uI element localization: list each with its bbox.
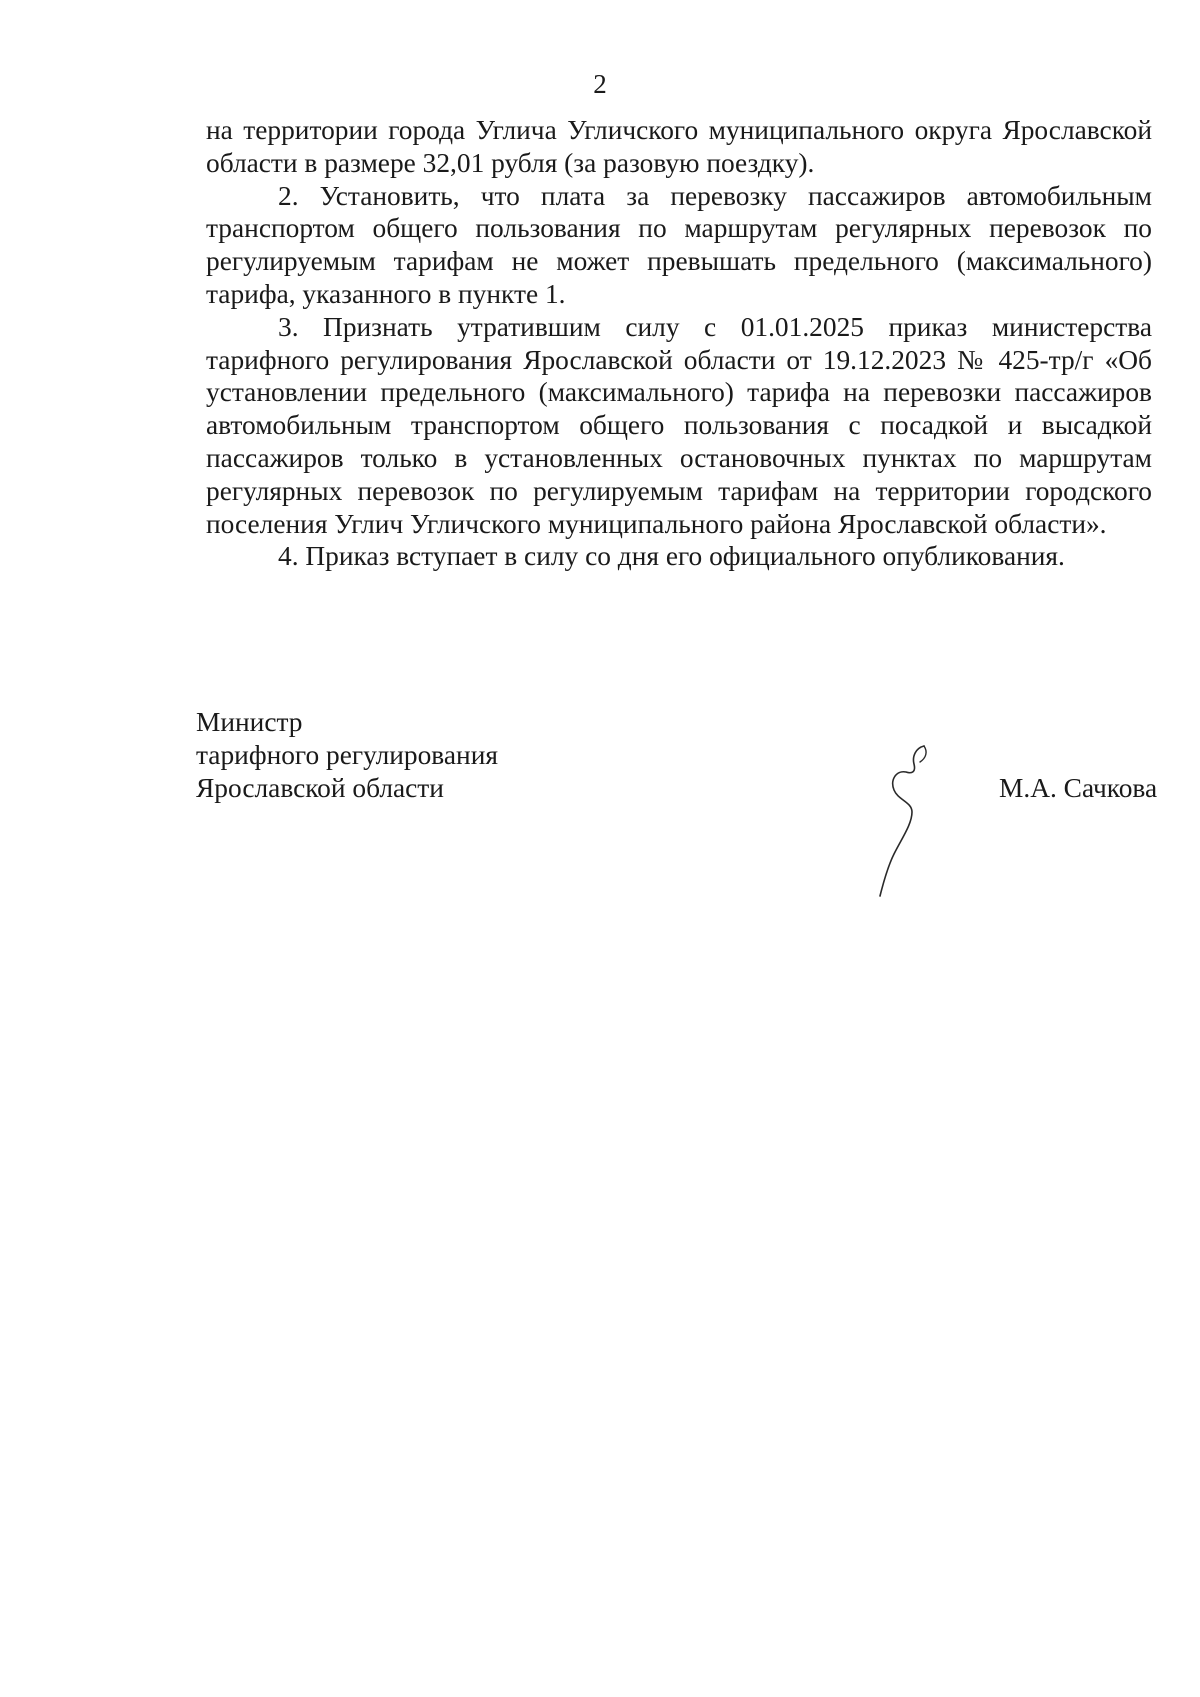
signer-name: М.А. Сачкова [999,773,1158,803]
signer-position-line-3: Ярославской области [196,772,444,803]
signer-position-line-1: Министр [196,707,303,737]
paragraph-item-3: 3. Признать утратившим силу с 01.01.2025 приказ министерства тарифного регулирования Ярославской области от 19.12.2023 № 425-тр/г «Об установлении предельного (максимального) тарифа на перевозки пассажиров автомобильным транспортом общего пользования с посадкой и высадкой пассажиров только в установленных остановочных пунктах по маршрутам регулярных перевозок по регулируемым тарифам на территории городского поселения Углич Угличского муниципального района Ярославской области». [206,311,1152,539]
signer-position-line-2: тарифного регулирования [196,739,498,770]
paragraph-item-4: 4. Приказ вступает в силу со дня его официального опубликования. [278,541,1065,572]
paragraph-item-2: 2. Установить, что плата за перевозку пассажиров автомобильным транспортом общего пользования по маршрутам регулярных перевозок по регулируемым тарифам не может превышать предельного (максимального) тарифа, указанного в пункте 1. [206,180,1152,309]
signer-position [196,706,498,804]
paragraph-continuation: на территории города Углича Угличского муниципального округа Ярославской области в размере 32,01 рубля (за разовую поездку). [206,115,1152,178]
page-number: 2 [593,69,607,99]
handwritten-signature [872,742,952,902]
document-body [206,114,1152,573]
